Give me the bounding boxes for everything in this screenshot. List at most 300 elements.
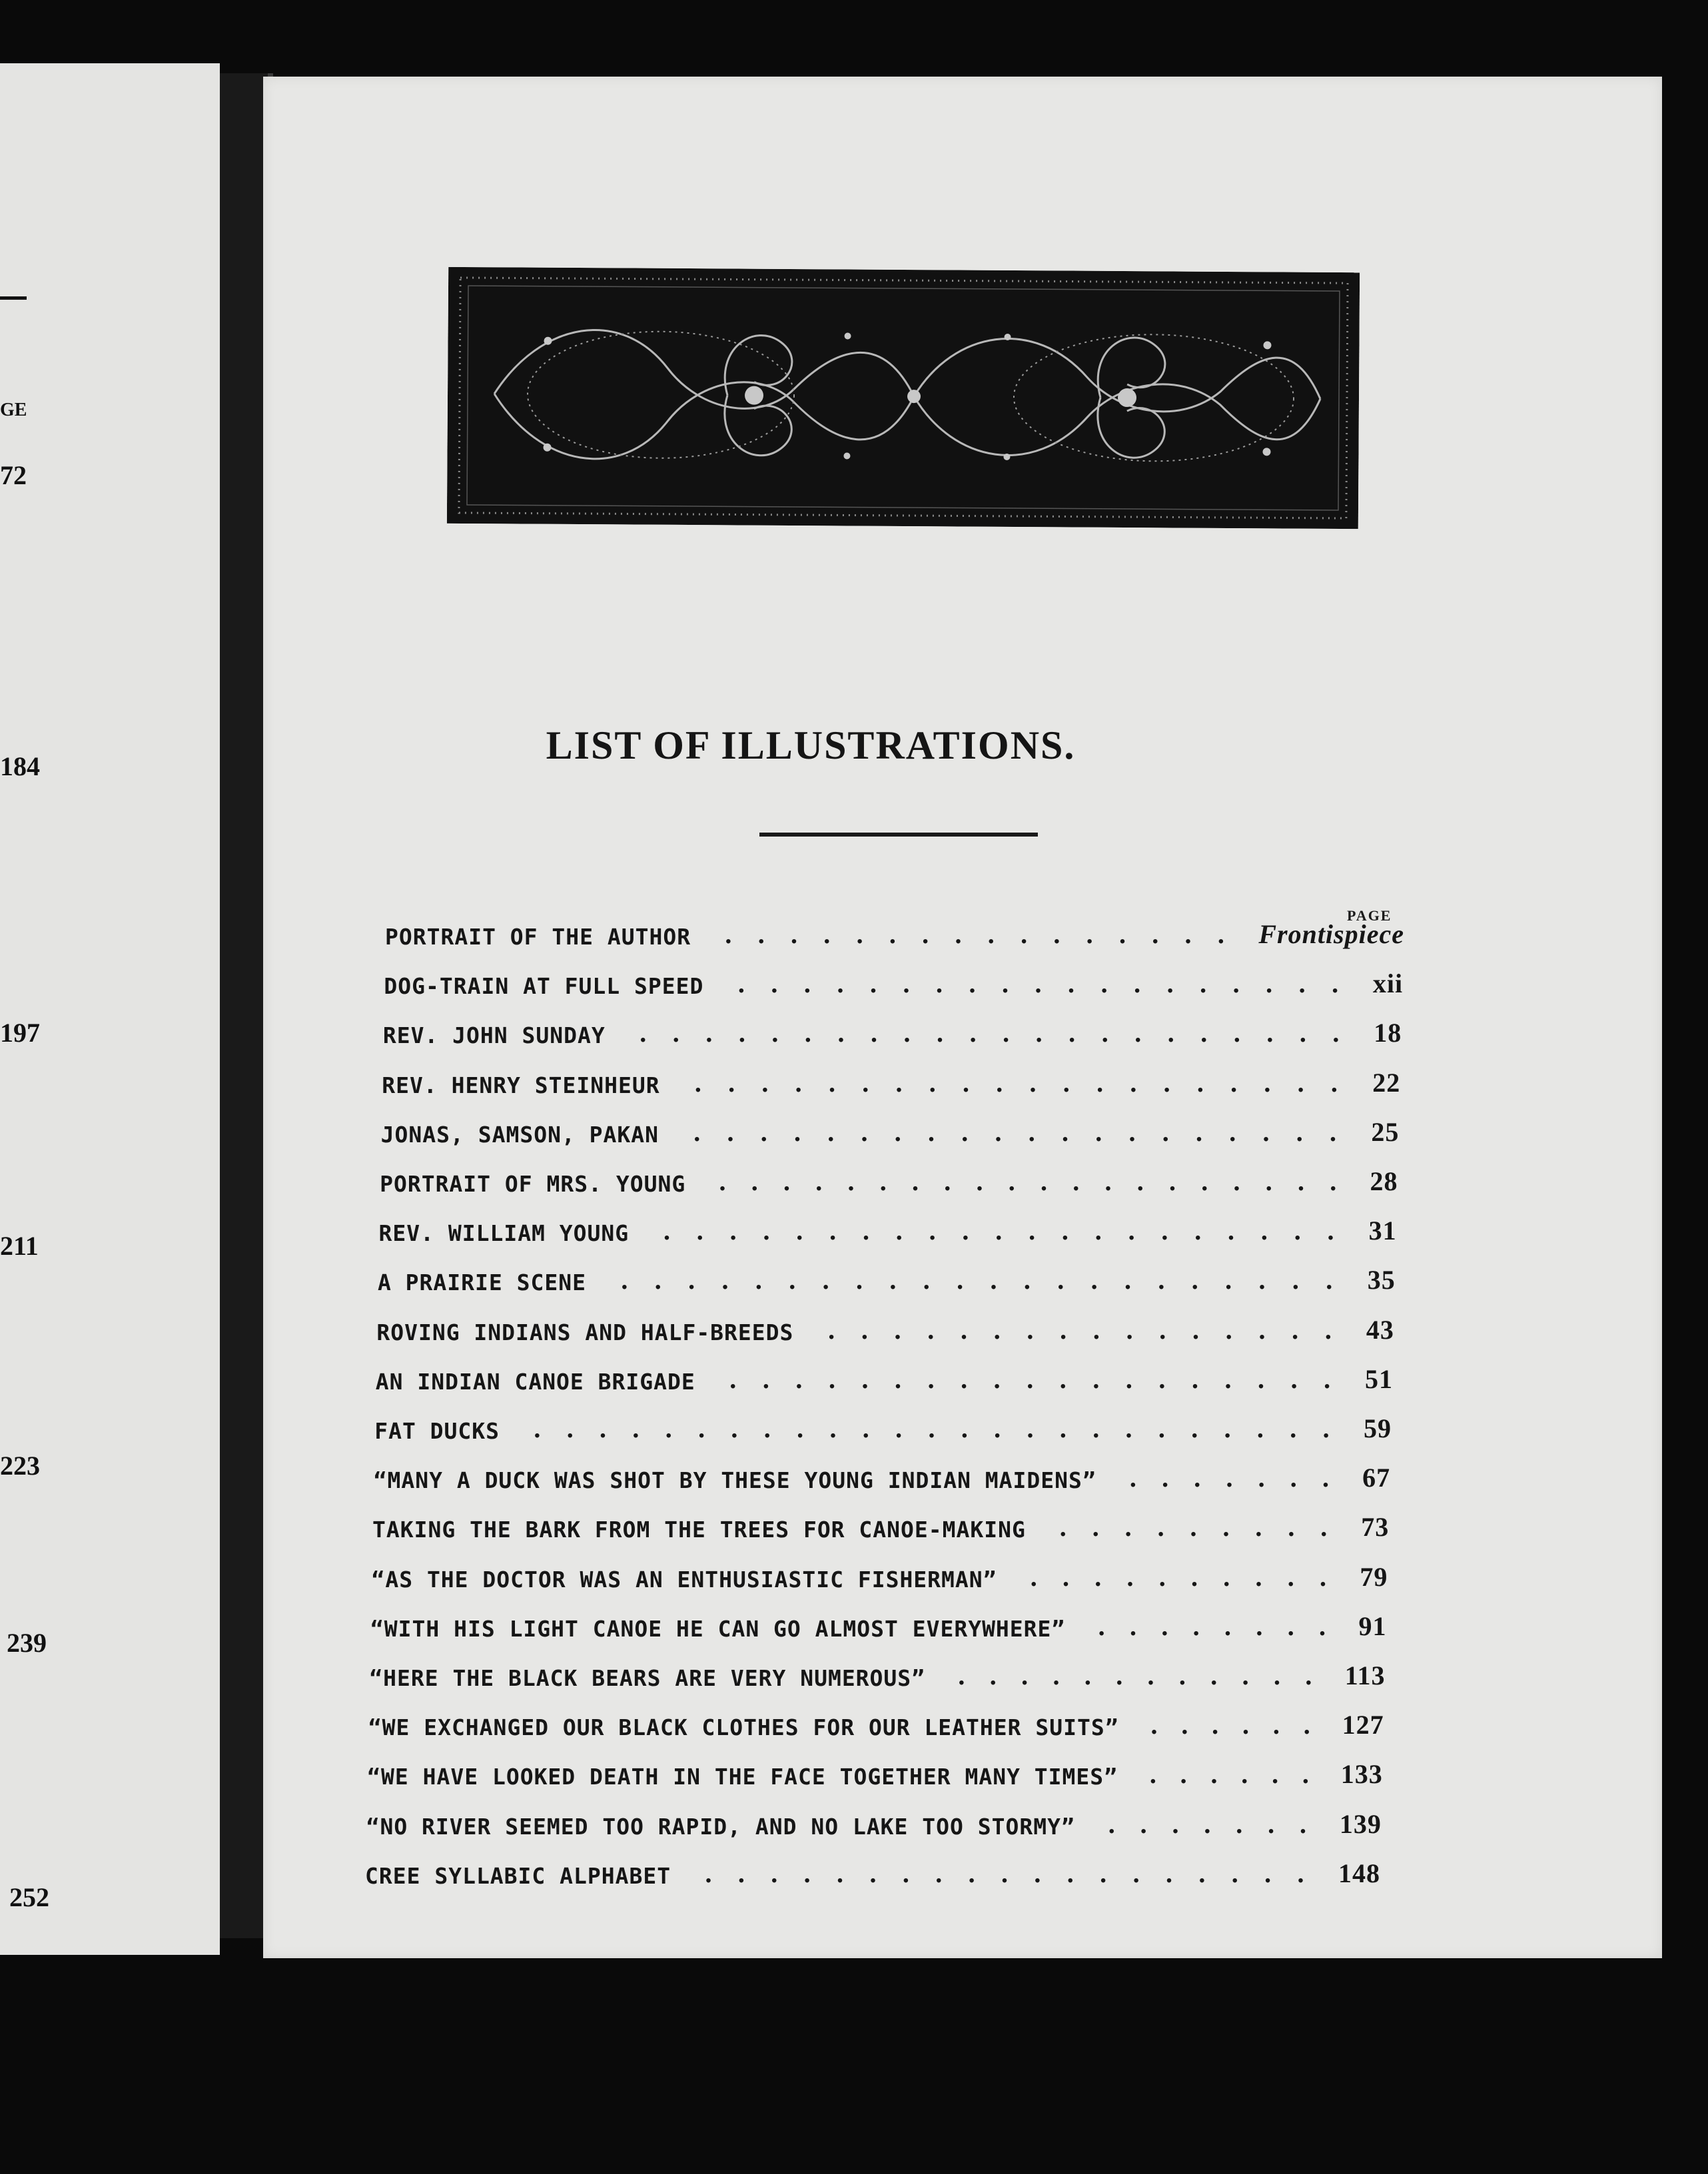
leader-dot: .	[1101, 1018, 1108, 1048]
page-number: 59	[1364, 1413, 1392, 1443]
leader-dot: .	[1140, 1808, 1147, 1839]
dot-leader	[1065, 1611, 1358, 1642]
list-item	[380, 1165, 1398, 1197]
leader-dot: .	[737, 1858, 745, 1888]
list-item	[368, 1708, 1384, 1740]
leader-dot: .	[1147, 1660, 1154, 1690]
leader-dot: .	[1241, 1759, 1248, 1790]
page-number: 43	[1366, 1314, 1394, 1345]
previous-page-number: 211	[0, 1231, 39, 1261]
leader-dot: .	[1292, 1314, 1299, 1345]
list-item	[382, 1066, 1400, 1098]
previous-page-fragment: GE	[0, 400, 27, 420]
leader-dot: .	[911, 1166, 919, 1196]
leader-dot: .	[1196, 1067, 1204, 1098]
leader-dot: .	[1072, 1166, 1080, 1196]
leader-dot: .	[1200, 968, 1207, 999]
list-item	[369, 1659, 1385, 1691]
previous-page-number: 184	[0, 751, 40, 781]
leader-dot: .	[1060, 1314, 1067, 1345]
leader-dot: .	[855, 1265, 863, 1295]
page-number: 113	[1344, 1660, 1386, 1690]
leader-dot: .	[1324, 1363, 1331, 1394]
page-number: 91	[1358, 1611, 1387, 1641]
illustration-title: REV. WILLIAM YOUNG	[378, 1220, 630, 1247]
leader-dot: .	[1035, 1018, 1043, 1048]
leader-dot: .	[1191, 1265, 1198, 1295]
illustration-title: “WITH HIS LIGHT CANOE HE CAN GO ALMOST EVERYWHERE”	[370, 1615, 1066, 1642]
leader-dot: .	[1297, 1067, 1304, 1098]
leader-dot: .	[902, 1858, 909, 1888]
leader-dot: .	[968, 1858, 975, 1888]
leader-dot: .	[1034, 1858, 1041, 1888]
leader-dot: .	[1068, 968, 1075, 999]
leader-dot: .	[1290, 1463, 1297, 1493]
leader-dot: .	[822, 1265, 829, 1295]
leader-dot: .	[1303, 1710, 1310, 1740]
leader-dot: .	[795, 1067, 802, 1098]
leader-dot: .	[862, 1216, 869, 1246]
leader-dot: .	[990, 1265, 997, 1295]
leader-dot: .	[1191, 1561, 1198, 1592]
page-number: 133	[1340, 1759, 1383, 1790]
leader-dot: .	[1027, 1413, 1034, 1443]
leader-dot: .	[796, 1216, 803, 1246]
leader-dot: .	[1258, 1463, 1265, 1493]
leader-dot: .	[729, 1363, 737, 1394]
list-item	[385, 918, 1404, 950]
page-number: 73	[1361, 1512, 1390, 1543]
leader-dot: .	[688, 1265, 695, 1295]
leader-dot: .	[829, 1216, 837, 1246]
leader-dot: .	[1233, 1018, 1240, 1048]
leader-dot: .	[696, 1216, 703, 1246]
leader-dot: .	[955, 919, 962, 949]
leader-dot: .	[828, 1363, 835, 1394]
dot-leader	[793, 1314, 1366, 1345]
leader-dot: .	[783, 1166, 790, 1196]
leader-dot: .	[771, 1018, 779, 1048]
leader-dot: .	[1158, 1363, 1166, 1394]
leader-dot: .	[771, 1858, 778, 1888]
leader-dot: .	[672, 1018, 679, 1048]
leader-dot: .	[1231, 1858, 1238, 1888]
leader-dot: .	[1332, 1018, 1340, 1048]
leader-dot: .	[895, 1216, 903, 1246]
leader-dot: .	[894, 1116, 901, 1147]
leader-dot: .	[1273, 1660, 1280, 1690]
illustration-title: ROVING INDIANS AND HALF-BREEDS	[376, 1319, 794, 1345]
leader-dot: .	[803, 1858, 811, 1888]
illustration-title: CREE SYLLABIC ALPHABET	[365, 1862, 671, 1889]
leader-dot: .	[731, 1413, 738, 1443]
illustration-title: “NO RIVER SEEMED TOO RAPID, AND NO LAKE TOO STORMY”	[366, 1813, 1075, 1840]
leader-dot: .	[534, 1413, 541, 1443]
dot-leader	[1119, 1709, 1342, 1740]
page-number: 67	[1362, 1463, 1391, 1493]
leader-dot: .	[719, 1166, 726, 1196]
illustration-title: “AS THE DOCTOR WAS AN ENTHUSIASTIC FISHERMAN”	[371, 1566, 997, 1593]
leader-dot: .	[1126, 1314, 1133, 1345]
leader-dot: .	[962, 1216, 969, 1246]
dot-leader	[695, 1363, 1365, 1395]
page-number: 25	[1371, 1116, 1400, 1147]
list-item	[383, 1016, 1402, 1048]
leader-dot: .	[1086, 919, 1093, 949]
leader-dot: .	[1152, 919, 1159, 949]
leader-dot: .	[861, 1116, 868, 1147]
leader-dot: .	[1258, 1265, 1266, 1295]
page-number: 79	[1360, 1561, 1388, 1592]
leader-dot: .	[1184, 919, 1192, 949]
leader-dot: .	[1225, 1265, 1232, 1295]
leader-dot: .	[889, 1265, 897, 1295]
leader-dot: .	[1290, 1363, 1298, 1394]
leader-dot: .	[994, 1413, 1001, 1443]
leader-dot: .	[929, 1067, 936, 1098]
leader-dot: .	[1027, 1314, 1034, 1345]
illustration-title: “WE HAVE LOOKED DEATH IN THE FACE TOGETHER MANY TIMES”	[367, 1764, 1118, 1790]
leader-dot: .	[1322, 1463, 1329, 1493]
previous-page-number: 239	[7, 1628, 47, 1658]
leader-dot: .	[869, 1858, 877, 1888]
leader-dot: .	[1157, 1512, 1164, 1543]
leader-dot: .	[1256, 1413, 1264, 1443]
leader-dot: .	[828, 1314, 835, 1345]
leader-dot: .	[1125, 1413, 1132, 1443]
leader-dot: .	[1255, 1561, 1262, 1592]
leader-dot: .	[762, 1363, 769, 1394]
dot-leader	[660, 1067, 1373, 1098]
dot-leader	[925, 1660, 1345, 1691]
leader-dot: .	[861, 1314, 868, 1345]
leader-dot: .	[1053, 919, 1061, 949]
leader-dot: .	[961, 1363, 968, 1394]
leader-dot: .	[1200, 1018, 1208, 1048]
leader-dot: .	[1192, 1611, 1200, 1641]
leader-dot: .	[1196, 1116, 1203, 1147]
leader-dot: .	[1068, 1018, 1076, 1048]
leader-dot: .	[993, 1314, 1001, 1345]
leader-dot: .	[928, 1116, 935, 1147]
dot-leader	[997, 1561, 1360, 1593]
list-item	[370, 1610, 1387, 1642]
leader-dot: .	[1150, 1710, 1158, 1740]
previous-page-number: 223	[0, 1451, 40, 1481]
leader-dot: .	[1124, 1265, 1131, 1295]
leader-dot: .	[1023, 1265, 1031, 1295]
leader-dot: .	[958, 1660, 965, 1690]
leader-dot: .	[621, 1265, 628, 1295]
leader-dot: .	[1092, 1363, 1100, 1394]
leader-dot: .	[856, 919, 863, 949]
page-number: 28	[1370, 1166, 1398, 1196]
leader-dot: .	[1232, 968, 1240, 999]
leader-dot: .	[663, 1216, 670, 1246]
leader-dot: .	[1224, 1413, 1231, 1443]
dot-leader	[1096, 1462, 1362, 1493]
list-item	[366, 1808, 1382, 1840]
leader-dot: .	[698, 1413, 705, 1443]
leader-dot: .	[757, 919, 765, 949]
leader-dot: .	[993, 1363, 1001, 1394]
leader-dot: .	[1100, 1858, 1107, 1888]
leader-dot: .	[1128, 1216, 1135, 1246]
leader-dot: .	[1008, 1166, 1015, 1196]
leader-dot: .	[1320, 1561, 1327, 1592]
leader-dot: .	[1229, 1116, 1236, 1147]
leader-dot: .	[1224, 1363, 1232, 1394]
illustration-title: “WE EXCHANGED OUR BLACK CLOTHES FOR OUR LEATHER SUITS”	[368, 1714, 1119, 1741]
leader-dot: .	[1136, 1166, 1144, 1196]
page-number: 18	[1374, 1018, 1402, 1048]
leader-dot: .	[640, 1018, 647, 1048]
leader-dot: .	[1230, 1067, 1238, 1098]
leader-dot: .	[1067, 1858, 1074, 1888]
leader-dot: .	[827, 1116, 835, 1147]
leader-dot: .	[969, 1018, 977, 1048]
dot-leader	[629, 1215, 1368, 1246]
leader-dot: .	[996, 1067, 1003, 1098]
leader-dot: .	[632, 1413, 640, 1443]
dot-leader	[659, 1116, 1371, 1148]
leader-dot: .	[1181, 1710, 1188, 1740]
leader-dot: .	[1258, 1363, 1265, 1394]
leader-dot: .	[721, 1265, 729, 1295]
leader-dot: .	[1194, 1216, 1202, 1246]
leader-dot: .	[815, 1166, 823, 1196]
leader-dot: .	[760, 1116, 767, 1147]
leader-dot: .	[1001, 1858, 1008, 1888]
leader-dot: .	[1264, 1858, 1272, 1888]
leader-dot: .	[1161, 1611, 1168, 1641]
leader-dot: .	[1095, 1116, 1102, 1147]
illustration-title: DOG-TRAIN AT FULL SPEED	[384, 973, 704, 1000]
leader-dot: .	[1260, 1216, 1268, 1246]
page-number: 22	[1372, 1067, 1401, 1098]
leader-dot: .	[1040, 1166, 1047, 1196]
leader-dot: .	[566, 1413, 574, 1443]
page-number: Frontispiece	[1258, 919, 1404, 949]
leader-dot: .	[1330, 1166, 1337, 1196]
page-number: 51	[1364, 1363, 1393, 1394]
leader-dot: .	[1178, 1660, 1186, 1690]
leader-dot: .	[1126, 1561, 1134, 1592]
leader-dot: .	[1330, 1067, 1338, 1098]
leader-dot: .	[1163, 1067, 1170, 1098]
leader-dot: .	[1223, 1561, 1230, 1592]
leader-dot: .	[1288, 1512, 1295, 1543]
leader-dot: .	[828, 1067, 835, 1098]
leader-dot: .	[1021, 919, 1028, 949]
leader-dot: .	[1266, 968, 1273, 999]
leader-dot: .	[1256, 1611, 1263, 1641]
list-item	[372, 1511, 1389, 1543]
leader-dot: .	[961, 1413, 968, 1443]
leader-dot: .	[1059, 1512, 1067, 1543]
leader-dot: .	[1268, 1808, 1275, 1839]
leader-dot: .	[987, 919, 995, 949]
leader-dot: .	[1084, 1660, 1091, 1690]
leader-dot: .	[1191, 1363, 1198, 1394]
leader-dot: .	[889, 919, 896, 949]
illustration-title: AN INDIAN CANOE BRIGADE	[375, 1368, 695, 1395]
illustration-title: JONAS, SAMSON, PAKAN	[380, 1121, 659, 1148]
list-item	[378, 1264, 1396, 1295]
list-item	[371, 1561, 1388, 1593]
leader-dot: .	[847, 1166, 855, 1196]
illustration-title: FAT DUCKS	[374, 1418, 500, 1444]
list-item	[367, 1758, 1383, 1790]
leader-dot: .	[1287, 1561, 1294, 1592]
leader-dot: .	[823, 919, 831, 949]
leader-dot: .	[1118, 919, 1126, 949]
leader-dot: .	[861, 1363, 869, 1394]
leader-dot: .	[1191, 1413, 1198, 1443]
leader-dot: .	[960, 1314, 967, 1345]
illustration-title: PORTRAIT OF THE AUTHOR	[385, 924, 691, 950]
leader-dot: .	[928, 1413, 935, 1443]
leader-dot: .	[1094, 1561, 1102, 1592]
leader-dot: .	[869, 968, 877, 999]
leader-dot: .	[797, 1413, 804, 1443]
leader-dot: .	[1226, 1463, 1233, 1493]
leader-dot: .	[1322, 1413, 1330, 1443]
page-number: 127	[1342, 1710, 1384, 1740]
leader-dot: .	[654, 1265, 661, 1295]
previous-page-number: 72	[0, 460, 27, 490]
leader-dot: .	[1297, 1166, 1304, 1196]
leader-dot: .	[1228, 1216, 1235, 1246]
leader-dot: .	[1242, 1710, 1250, 1740]
leader-dot: .	[1298, 968, 1306, 999]
leader-dot: .	[729, 1216, 737, 1246]
leader-dot: .	[1212, 1710, 1219, 1740]
leader-dot: .	[1233, 1166, 1240, 1196]
leader-dot: .	[1192, 1314, 1200, 1345]
leader-dot: .	[1296, 1116, 1303, 1147]
leader-dot: .	[895, 1067, 903, 1098]
dot-leader	[703, 968, 1372, 999]
leader-dot: .	[1236, 1808, 1243, 1839]
leader-dot: .	[727, 1116, 734, 1147]
leader-dot: .	[1130, 1067, 1137, 1098]
leader-dot: .	[1028, 1116, 1035, 1147]
leader-dot: .	[1125, 1363, 1132, 1394]
leader-dot: .	[728, 1067, 735, 1098]
leader-dot: .	[927, 1314, 935, 1345]
leader-dot: .	[1128, 1116, 1136, 1147]
leader-dot: .	[1159, 1314, 1166, 1345]
leader-dot: .	[1172, 1808, 1179, 1839]
page-column-label: PAGE	[1347, 907, 1392, 924]
leader-dot: .	[1158, 1265, 1165, 1295]
leader-dot: .	[725, 919, 732, 949]
leader-dot: .	[870, 1018, 877, 1048]
leader-dot: .	[1330, 1116, 1337, 1147]
page-number: 148	[1338, 1858, 1380, 1888]
leader-dot: .	[1204, 1808, 1211, 1839]
leader-dot: .	[1320, 1512, 1328, 1543]
leader-dot: .	[1224, 1611, 1231, 1641]
leader-dot: .	[1194, 1463, 1201, 1493]
leader-dot: .	[1258, 1314, 1266, 1345]
leader-dot: .	[1057, 1265, 1065, 1295]
leader-dot: .	[705, 1858, 712, 1888]
leader-dot: .	[737, 968, 745, 999]
list-item	[384, 967, 1403, 999]
leader-dot: .	[903, 968, 910, 999]
leader-dot: .	[790, 919, 797, 949]
list-item	[376, 1313, 1394, 1345]
leader-dot: .	[1100, 968, 1108, 999]
leader-dot: .	[1059, 1363, 1067, 1394]
illustration-title: REV. HENRY STEINHEUR	[382, 1072, 660, 1098]
leader-dot: .	[937, 1018, 944, 1048]
leader-dot: .	[1242, 1660, 1249, 1690]
leader-dot: .	[763, 1216, 770, 1246]
leader-dot: .	[1180, 1759, 1187, 1790]
previous-page-number: 197	[0, 1018, 40, 1048]
leader-dot: .	[1132, 1858, 1140, 1888]
list-item	[379, 1214, 1397, 1246]
leader-dot: .	[1272, 1710, 1280, 1740]
leader-dot: .	[1290, 1413, 1297, 1443]
dot-leader	[671, 1858, 1338, 1889]
leader-dot: .	[804, 1018, 811, 1048]
leader-dot: .	[935, 968, 943, 999]
dot-leader	[1075, 1808, 1340, 1840]
leader-dot: .	[1299, 1808, 1306, 1839]
leader-dot: .	[1098, 1611, 1105, 1641]
leader-dot: .	[837, 968, 844, 999]
leader-dot: .	[1266, 1018, 1274, 1048]
leader-dot: .	[665, 1413, 672, 1443]
leader-dot: .	[963, 1067, 969, 1098]
page-number: 35	[1367, 1265, 1396, 1295]
leader-dot: .	[1327, 1216, 1334, 1246]
leader-dot: .	[1255, 1512, 1262, 1543]
leader-dot: .	[1319, 1611, 1326, 1641]
leader-dot: .	[1002, 968, 1009, 999]
leader-dot: .	[1116, 1660, 1123, 1690]
leader-dot: .	[957, 1265, 964, 1295]
leader-dot: .	[1198, 1858, 1206, 1888]
illustration-title: A PRAIRIE SCENE	[377, 1269, 586, 1296]
leader-dot: .	[895, 1413, 903, 1443]
leader-dot: .	[1324, 1314, 1332, 1345]
leader-dot: .	[1027, 1363, 1034, 1394]
leader-dot: .	[1029, 1067, 1037, 1098]
leader-dot: .	[795, 1363, 803, 1394]
leader-dot: .	[895, 1363, 902, 1394]
dot-leader	[586, 1264, 1368, 1295]
leader-dot: .	[1225, 1314, 1232, 1345]
leader-dot: .	[862, 1067, 869, 1098]
dot-leader	[685, 1166, 1370, 1197]
list-item	[374, 1412, 1392, 1444]
leader-dot: .	[1035, 968, 1042, 999]
leader-dot: .	[1264, 1067, 1271, 1098]
leader-dot: .	[837, 1858, 844, 1888]
illustration-title: PORTRAIT OF MRS. YOUNG	[380, 1171, 686, 1197]
leader-dot: .	[1092, 1512, 1099, 1543]
leader-dot: .	[1302, 1759, 1309, 1790]
leader-dot: .	[738, 1018, 745, 1048]
leader-dot: .	[989, 1660, 997, 1690]
leader-dot: .	[1030, 1561, 1037, 1592]
leader-dot: .	[1168, 1166, 1176, 1196]
